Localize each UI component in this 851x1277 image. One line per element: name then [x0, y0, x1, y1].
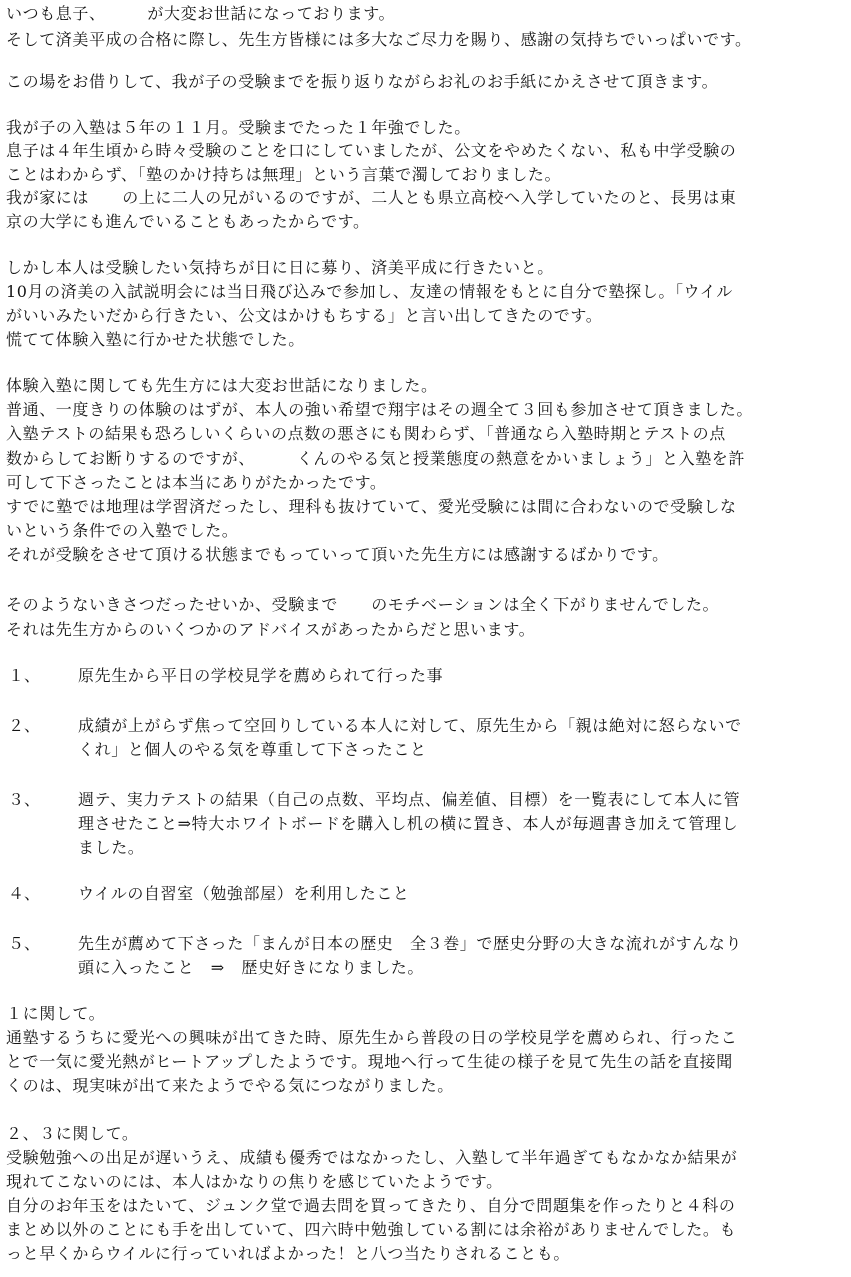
list-item: 週テ、実力テストの結果（自己の点数、平均点、偏差値、目標）を一覧表にして本人に管	[78, 790, 741, 809]
paragraph-line: 10月の済美の入試説明会には当日飛び込みで参加し、友達の情報をもとに自分で塾探し。「ウイル	[6, 282, 733, 301]
paragraph-line: しかし本人は受験したい気持ちが日に日に募り、済美平成に行きたいと。	[6, 258, 554, 277]
paragraph-line: 慌てて体験入塾に行かせた状態でした。	[6, 330, 305, 349]
list-number: １、	[8, 666, 41, 685]
list-item: 先生が薦めて下さった「まんが日本の歴史 全３巻」で歴史分野の大きな流れがすんなり	[78, 934, 743, 953]
paragraph-line: 通塾するうちに愛光への興味が出てきた時、原先生から普段の日の学校見学を薦められ、行ったこ	[6, 1028, 738, 1047]
paragraph-line: 息子は４年生頃から時々受験のことを口にしていましたが、公文をやめたくない、私も中学受験の	[6, 141, 737, 160]
paragraph-line: まとめ以外のことにも手を出していて、四六時中勉強している割には余裕がありませんでした。も	[6, 1220, 737, 1239]
list-number: ２、	[8, 716, 41, 735]
paragraph-line: 我が家には の上に二人の兄がいるのですが、二人とも県立高校へ入学していたのと、長男は東	[6, 188, 737, 207]
list-item: 頭に入ったこと ⇒ 歴史好きになりました。	[78, 958, 425, 977]
paragraph-line: そのようないきさつだったせいか、受験まで のモチベーションは全く下がりませんでした。	[6, 595, 720, 614]
intro-line: そして済美平成の合格に際し、先生方皆様には多大なご尽力を賜り、感謝の気持ちでいっぱいです。	[6, 30, 752, 49]
list-number: ３、	[8, 790, 41, 809]
paragraph-line: 現れてこないのには、本人はかなりの焦りを感じていたようです。	[6, 1172, 503, 1191]
paragraph-line: 受験勉強への出足が遅いうえ、成績も優秀ではなかったし、入塾して半年過ぎてもなかなか結果が	[6, 1148, 738, 1167]
paragraph-line: １に関して。	[6, 1004, 106, 1023]
list-item: ウイルの自習室（勉強部屋）を利用したこと	[78, 884, 410, 903]
paragraph-line: 可して下さったことは本当にありがたかったです。	[6, 473, 387, 492]
intro-line: この場をお借りして、我が子の受験までを振り返りながらお礼のお手紙にかえさせて頂きます。	[6, 72, 719, 91]
list-item: 理させたこと⇒特大ホワイトボードを購入し机の横に置き、本人が毎週書き加えて管理し	[78, 814, 739, 833]
paragraph-line: それが受験をさせて頂ける状態までもっていって頂いた先生方には感謝するばかりです。	[6, 545, 669, 564]
paragraph-line: くのは、現実味が出て来たようでやる気につながりました。	[6, 1076, 454, 1095]
list-item: 成績が上がらず焦って空回りしている本人に対して、原先生から「親は絶対に怒らないで	[78, 716, 742, 735]
intro-line: いつも息子、 が大変お世話になっております。	[6, 4, 396, 23]
paragraph-line: ２、３に関して。	[6, 1124, 139, 1143]
paragraph-line: 我が子の入塾は５年の１１月。受験までたった１年強でした。	[6, 118, 471, 137]
paragraph-line: いという条件での入塾でした。	[6, 521, 239, 540]
paragraph-line: 体験入塾に関しても先生方には大変お世話になりました。	[6, 376, 438, 395]
paragraph-line: がいいみたいだから行きたい、公文はかけもちする」と言い出してきたのです。	[6, 306, 603, 325]
paragraph-line: それは先生方からのいくつかのアドバイスがあったからだと思います。	[6, 620, 536, 639]
list-number: ５、	[8, 934, 41, 953]
paragraph-line: すでに塾では地理は学習済だったし、理科も抜けていて、愛光受験には間に合わないので受験しな	[6, 497, 737, 516]
list-item: 原先生から平日の学校見学を薦められて行った事	[78, 666, 444, 685]
paragraph-line: 自分のお年玉をはたいて、ジュンク堂で過去問を買ってきたり、自分で問題集を作ったりと４科の	[6, 1196, 736, 1215]
paragraph-line: 普通、一度きりの体験のはずが、本人の強い希望で翔宇はその週全て３回も参加させて頂きました。	[6, 400, 754, 419]
list-item: くれ」と個人のやる気を尊重して下さったこと	[78, 740, 427, 759]
paragraph-line: ことはわからず、「塾のかけ持ちは無理」という言葉で濁しておりました。	[6, 165, 562, 184]
paragraph-line: っと早くからウイルに行っていればよかった！と八つ当たりされることも。	[6, 1244, 570, 1263]
list-number: ４、	[8, 884, 41, 903]
paragraph-line: 入塾テストの結果も恐ろしいくらいの点数の悪さにも関わらず、「普通なら入塾時期とテストの点	[6, 424, 726, 443]
paragraph-line: 数からしてお断りするのですが、 くんのやる気と授業態度の熱意をかいましょう」と入塾を許	[6, 449, 746, 468]
list-item: ました。	[78, 838, 145, 857]
paragraph-line: 京の大学にも進んでいることもあったからです。	[6, 212, 370, 231]
paragraph-line: とで一気に愛光熱がヒートアップしたようです。現地へ行って生徒の様子を見て先生の話を直接聞	[6, 1052, 733, 1071]
